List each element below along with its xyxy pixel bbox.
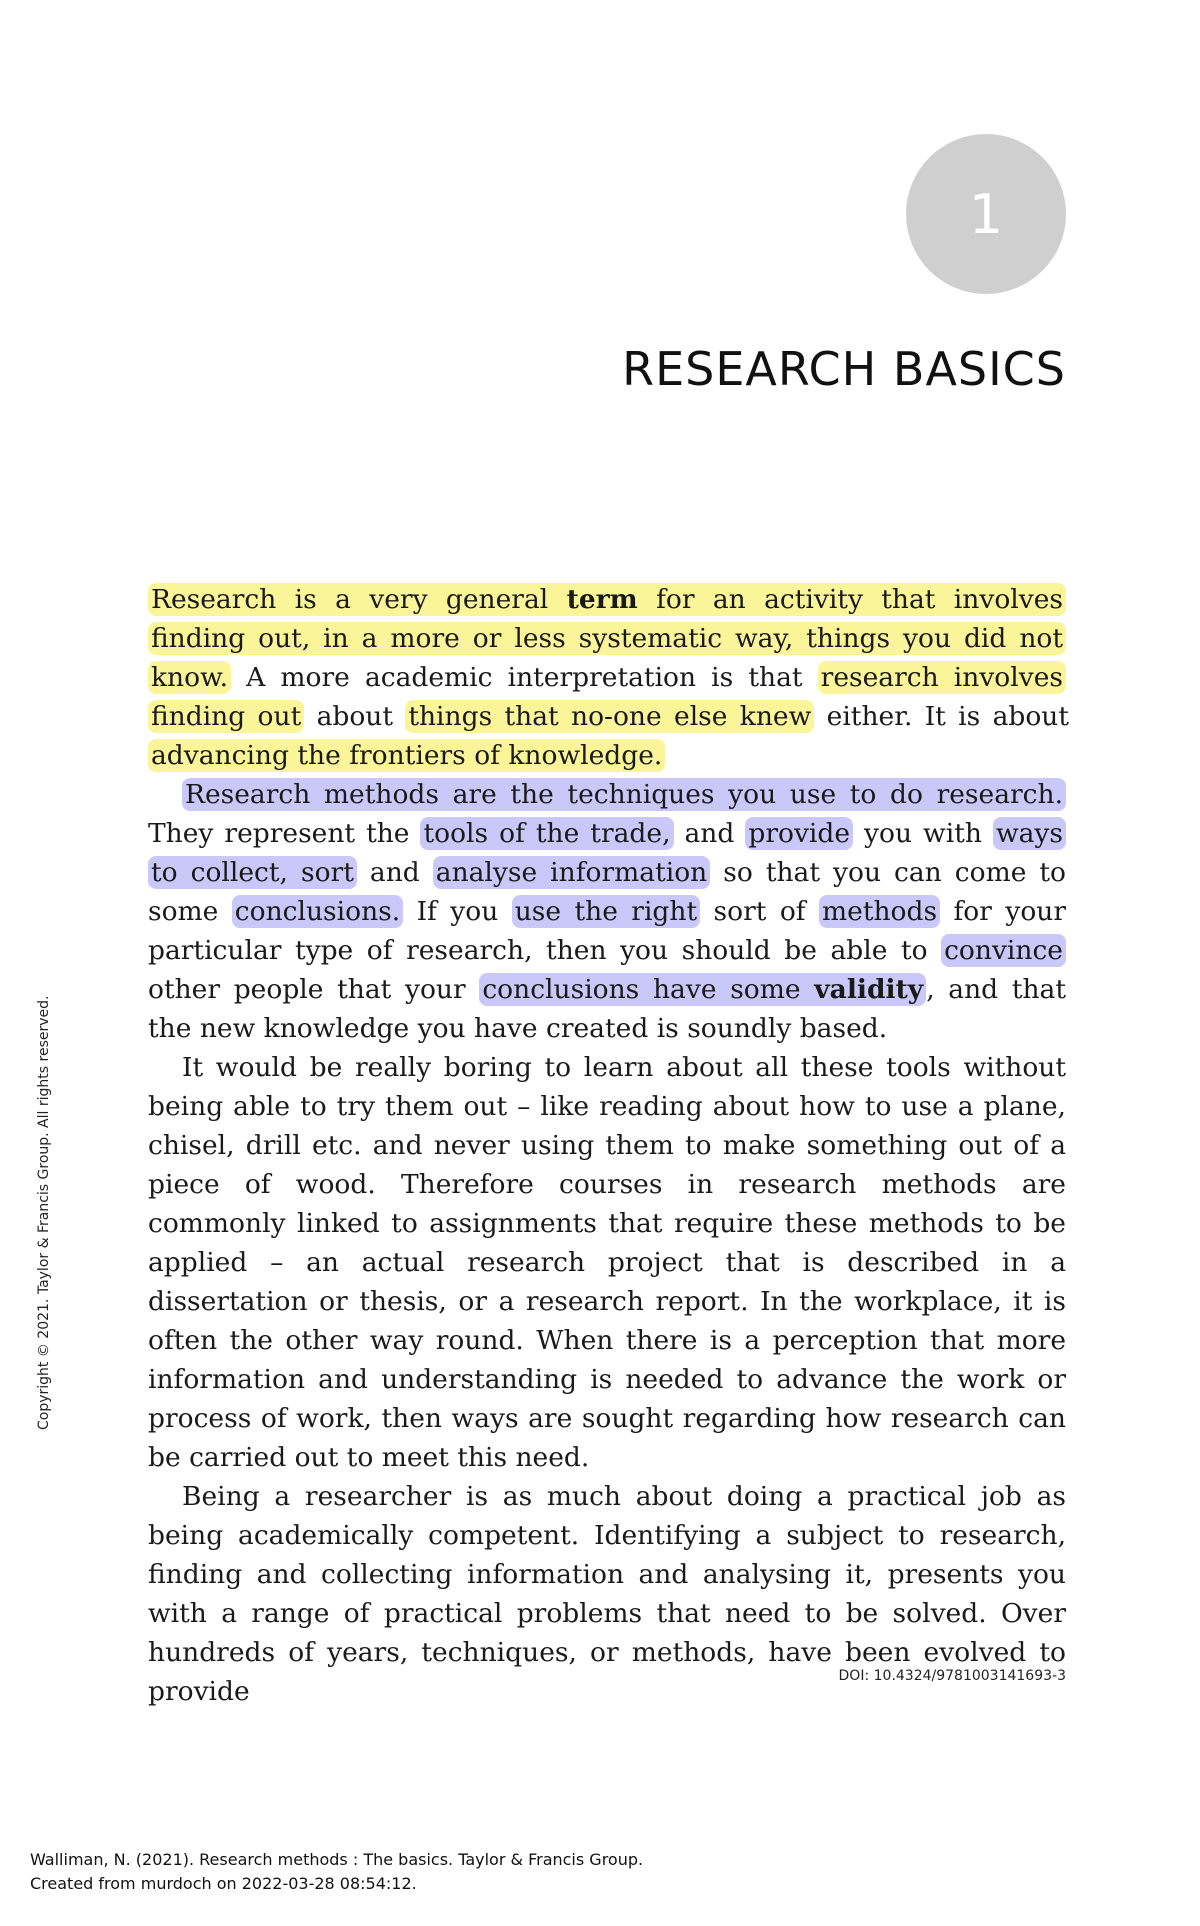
highlight-blue[interactable]: analyse information: [433, 856, 710, 889]
paragraph-3: It would be really boring to learn about all these tools without being able to try them out – like reading about how to use a plane, chisel, drill etc. and never using them to make something out of a piece of wood. Therefore courses in research methods are commonly linked to assignments that require these methods to be applied – an actual research project that is described in a dissertation or thesis, or a research report. In the workplace, it is often the other way round. When there is a perception that more information and understanding is needed to advance the work or process of work, then ways are sought regarding how research can be carried out to meet this need.: [148, 1052, 1066, 1473]
highlight-blue[interactable]: [479, 973, 926, 1006]
highlight-blue[interactable]: ways to collect, sort: [148, 817, 1066, 889]
citation-footer: [30, 1848, 643, 1896]
text-run: so that you can come to some: [148, 857, 1067, 927]
paragraph-4: Being a researcher is as much about doing a practical job as being academically competent. Identifying a subject to research, finding and collecting information and analysing it, presents you with a range of practical problems that need to be solved. Over hundreds of years, techniques, or methods, have been evolved to provide: [148, 1481, 1066, 1707]
text-run: If you: [403, 896, 512, 927]
text-run: sort of: [700, 896, 820, 927]
copyright-notice: Copyright © 2021. Taylor & Francis Group. All rights reserved.: [36, 995, 52, 1430]
highlight-blue[interactable]: tools of the trade,: [420, 817, 673, 850]
text-run: you with: [853, 818, 993, 849]
highlight-yellow[interactable]: advancing the frontiers of knowledge.: [148, 739, 665, 772]
doi-text: DOI: 10.4324/9781003141693-3: [838, 1668, 1066, 1684]
key-term: validity: [814, 974, 924, 1005]
text-run: for your particular type of research, then you should be able to: [148, 896, 1067, 966]
chapter-number-badge: [906, 134, 1066, 294]
highlight-yellow[interactable]: things that no-one else knew: [405, 700, 814, 733]
highlight-blue[interactable]: conclusions.: [232, 895, 403, 928]
text-run: They represent the: [148, 818, 421, 849]
citation-line: Walliman, N. (2021). Research methods : The basics. Taylor & Francis Group.: [30, 1850, 644, 1869]
paragraph-2: [148, 775, 1066, 1048]
highlight-blue[interactable]: methods: [819, 895, 940, 928]
text-run: other people that your: [148, 974, 480, 1005]
chapter-number: 1: [968, 182, 1004, 246]
key-term: term: [566, 584, 638, 615]
highlight-yellow[interactable]: research involves finding out: [148, 661, 1066, 733]
text-run: Research is a very general: [151, 584, 567, 615]
highlight-blue[interactable]: convince: [941, 934, 1066, 967]
text-run: , and that the new knowledge you have created is soundly based.: [148, 974, 1066, 1044]
text-run: about: [304, 701, 406, 732]
created-line: Created from murdoch on 2022-03-28 08:54:12.: [30, 1874, 417, 1893]
text-run: and: [356, 857, 433, 888]
highlight-blue[interactable]: provide: [745, 817, 853, 850]
paragraph-1: [148, 580, 1070, 775]
chapter-title: RESEARCH BASICS: [622, 342, 1066, 396]
highlight-blue[interactable]: Research methods are the techniques you use to do research.: [182, 778, 1066, 811]
text-run: and: [673, 818, 746, 849]
chapter-body: [148, 580, 1070, 1711]
text-run: A more academic interpretation is that: [231, 662, 818, 693]
highlight-blue[interactable]: use the right: [512, 895, 700, 928]
text-run: for an activity that involves finding out, in a more or less systematic way, things you did not know.: [151, 584, 1064, 693]
text-run: conclusions have some: [482, 974, 815, 1005]
text-run: either. It is about: [814, 701, 1070, 732]
